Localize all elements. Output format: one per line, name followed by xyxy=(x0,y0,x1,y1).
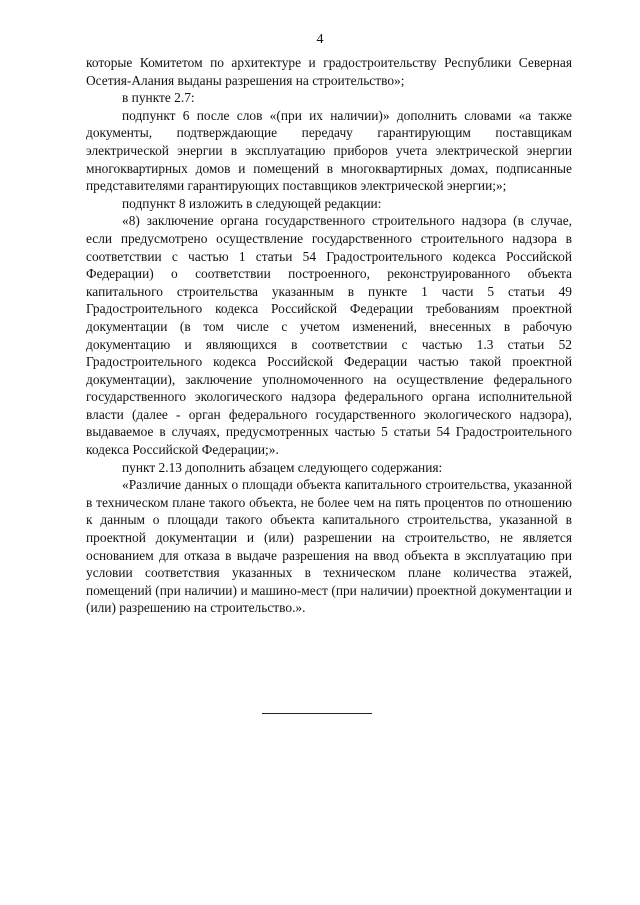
paragraph-subclause-8-intro: подпункт 8 изложить в следующей редакции: xyxy=(122,195,382,211)
end-separator-line xyxy=(262,713,372,714)
paragraph-clause-2-13-text: «Различие данных о площади объекта капитального строительства, указанной в техническом плане такого объекта, не более чем на пять процентов по отношению к данным о площади такого объекта капитального строительства, указанной в проектной документации и (или) разрешении на строительство, не является основанием для отказа в выдаче разрешения на ввод объекта в эксплуатацию при условии соответствия указанных в техническом плане количества этажей, помещений (при наличии) и машино-мест (при наличии) проектной документации и (или) разрешению на строительство.». xyxy=(86,477,572,616)
paragraph-subclause-6: подпункт 6 после слов «(при их наличии)» дополнить словами «а также документы, подтверждающие передачу гарантирующим поставщикам электрической энергии в эксплуатацию приборов учета электрической энергии многоквартирных домов и помещений в многоквартирных домах, подписанные представителями гарантирующих поставщиков электрической энергии;»; xyxy=(86,107,572,194)
document-body xyxy=(86,54,572,617)
paragraph-continuation: которые Комитетом по архитектуре и градостроительству Республики Северная Осетия-Алания выданы разрешения на строительство»; xyxy=(86,55,572,88)
page-number: 4 xyxy=(316,32,324,47)
paragraph-clause-2-13: пункт 2.13 дополнить абзацем следующего содержания: xyxy=(122,459,443,475)
paragraph-subclause-8-text: «8) заключение органа государственного строительного надзора (в случае, если предусмотрено осуществление государственного строительного надзора в соответствии с частью 1 статьи 54 Градостроительного кодекса Российской Федерации) о соответствии построенного, реконструированного объекта капитального строительства указанным в пункте 1 части 5 статьи 49 Градостроительного кодекса Российской Федерации требованиям проектной документации (в том числе с учетом изменений, внесенных в рабочую документацию и являющихся в соответствии с частью 1.3 статьи 52 Градостроительного кодекса Российской Федерации частью такой проектной документации), заключение уполномоченного на осуществление федерального государственного экологического надзора федерального органа исполнительной власти (далее - орган федерального государственного экологического надзора), выдаваемое в случаях, предусмотренных частью 5 статьи 54 Градостроительного кодекса Российской Федерации;». xyxy=(86,213,572,458)
paragraph-clause-2-7: в пункте 2.7: xyxy=(122,90,195,106)
